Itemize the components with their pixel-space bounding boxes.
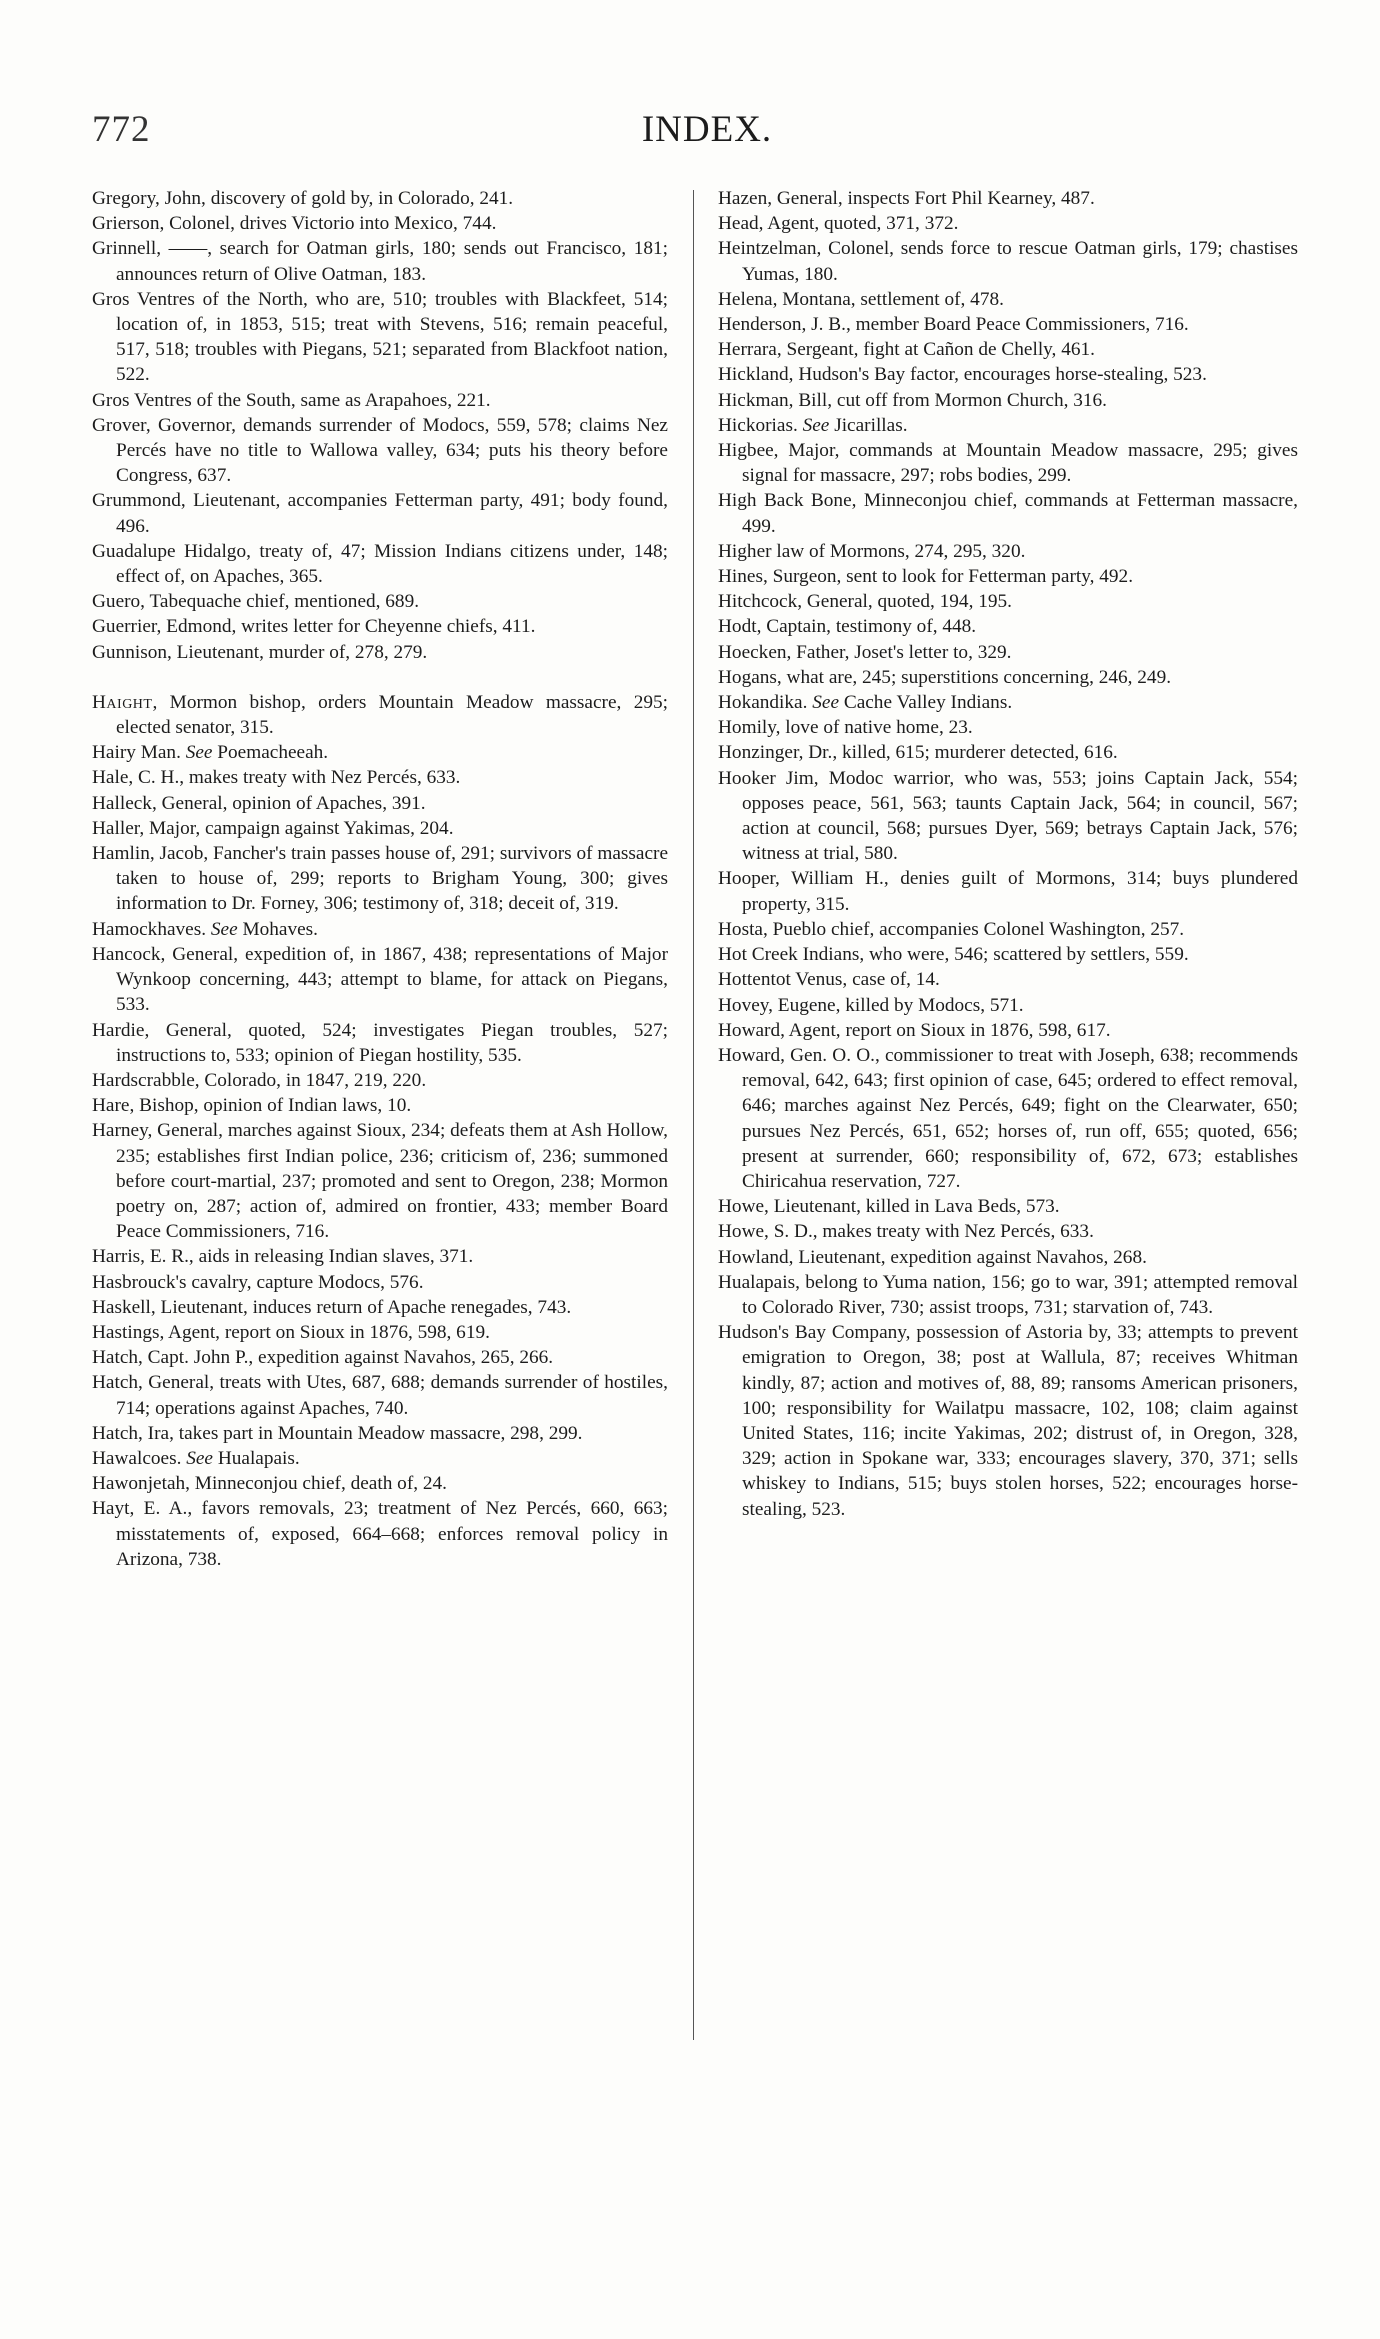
index-entry-text: Grierson, Colonel, drives Victorio into Mexico, 744. (92, 213, 497, 235)
index-entry-text: Guero, Tabequache chief, mentioned, 689. (92, 591, 420, 613)
index-entry-text: Hamlin, Jacob, Fancher's train passes house of, 291; survivors of massacre taken to house of, 299; reports to Brigham Young, 300; gives information to Dr. Forney, 306; testimony of, 318; deceit of, 319. (92, 843, 668, 915)
index-entry-text: Hodt, Captain, testimony of, 448. (718, 616, 977, 638)
index-entry-text: Hale, C. H., makes treaty with Nez Percés, 633. (92, 767, 461, 789)
index-entry-text: Heintzelman, Colonel, sends force to rescue Oatman girls, 179; chastises Yumas, 180. (718, 238, 1298, 285)
index-entry (92, 614, 668, 639)
index-entry (718, 1270, 1298, 1320)
index-entry (92, 1068, 668, 1093)
index-entry (92, 1370, 668, 1420)
index-entry-text: Homily, love of native home, 23. (718, 717, 973, 739)
index-entry (718, 1219, 1298, 1244)
index-entry (718, 362, 1298, 387)
index-entry-text: Gregory, John, discovery of gold by, in Colorado, 241. (92, 188, 514, 209)
index-entry (718, 917, 1298, 942)
index-entry-text: Hosta, Pueblo chief, accompanies Colonel Washington, 257. (718, 918, 1185, 940)
index-entry-text: Gunnison, Lieutenant, murder of, 278, 279. (92, 641, 428, 663)
index-entry (718, 665, 1298, 690)
index-entry-text: Howard, Agent, report on Sioux in 1876, 598, 617. (718, 1019, 1111, 1041)
index-entry-text: Howard, Gen. O. O., commissioner to treat with Joseph, 638; recommends removal, 642, 643; first opinion of case, 645; ordered to effect removal, 646; marches against Nez Percés, 649; fight on the Clearwater, 650; pursues Nez Percés, 651, 652; horses of, run off, 655; quoted, 656; present at surrender, 660; responsibility of, 672, 673; establishes Chiricahua reservation, 727. (718, 1044, 1298, 1192)
index-entry-see: See (185, 742, 213, 764)
index-entry (92, 1320, 668, 1345)
index-entry-text: Gros Ventres of the South, same as Arapahoes, 221. (92, 389, 491, 411)
index-entry-text: High Back Bone, Minneconjou chief, commands at Fetterman massacre, 499. (718, 490, 1298, 537)
section-gap (92, 665, 668, 690)
index-entry (718, 1043, 1298, 1194)
index-entry-text: Hare, Bishop, opinion of Indian laws, 10. (92, 1095, 412, 1117)
index-entry-text: Hawonjetah, Minneconjou chief, death of, 24. (92, 1473, 447, 1495)
index-entry-text: Howland, Lieutenant, expedition against Navahos, 268. (718, 1246, 1147, 1268)
index-entry (718, 589, 1298, 614)
index-entry (92, 942, 668, 1018)
index-entry (92, 1345, 668, 1370)
index-entry-see: See (186, 1447, 213, 1469)
page-title: INDEX. (641, 109, 773, 150)
index-entry (718, 388, 1298, 413)
index-entry-text: Hoecken, Father, Joset's letter to, 329. (718, 641, 1012, 663)
index-entry-text: Harney, General, marches against Sioux, 234; defeats them at Ash Hollow, 235; establishes first Indian police, 236; criticism of, 236; summoned before court-martial, 237; promoted and sent to Oregon, 238; Mormon poetry on, 287; action of, admired on frontier, 433; member Board Peace Commissioners, 716. (92, 1120, 668, 1243)
index-entry-crossref: Poemacheeah. (212, 742, 329, 764)
index-entry (92, 488, 668, 538)
index-entry (718, 715, 1298, 740)
index-entry-text: Haller, Major, campaign against Yakimas, 204. (92, 817, 454, 839)
index-entry-text: Hayt, E. A., favors removals, 23; treatment of Nez Percés, 660, 663; misstatements of, exposed, 664–668; enforces removal policy in Arizona, 738. (92, 1498, 668, 1570)
index-entry (718, 211, 1298, 236)
index-entry (718, 236, 1298, 286)
index-entry (718, 413, 1298, 438)
index-entry (718, 967, 1298, 992)
index-entry-text: Helena, Montana, settlement of, 478. (718, 288, 1004, 310)
index-entry-text: Hatch, General, treats with Utes, 687, 688; demands surrender of hostiles, 714; operations against Apaches, 740. (92, 1372, 668, 1419)
index-entry (92, 287, 668, 388)
index-entry-text: , Mormon bishop, orders Mountain Meadow massacre, 295; elected senator, 315. (116, 691, 668, 739)
index-entry-text: Hooper, William H., denies guilt of Mormons, 314; buys plundered property, 315. (718, 868, 1298, 915)
index-entry-text: Hogans, what are, 245; superstitions concerning, 246, 249. (718, 666, 1172, 688)
index-entry-see: See (210, 918, 238, 940)
index-entry (718, 993, 1298, 1018)
index-entry (92, 740, 668, 765)
index-entry-text: Hawalcoes. (92, 1447, 187, 1469)
index-entry-text: Hardscrabble, Colorado, in 1847, 219, 220. (92, 1069, 427, 1091)
index-entry (718, 337, 1298, 362)
index-entry-text: Hatch, Capt. John P., expedition against Navahos, 265, 266. (92, 1347, 554, 1369)
index-entry-text: Hatch, Ira, takes part in Mountain Meadow massacre, 298, 299. (92, 1422, 583, 1444)
index-entry (718, 1018, 1298, 1043)
index-entry-crossref: Mohaves. (237, 918, 318, 940)
index-entry (92, 791, 668, 816)
index-entry (92, 589, 668, 614)
index-entry (92, 765, 668, 790)
index-entry-text: Hot Creek Indians, who were, 546; scattered by settlers, 559. (718, 944, 1189, 966)
index-entry (718, 614, 1298, 639)
index-entry (92, 690, 668, 740)
index-entry (92, 1421, 668, 1446)
page-header (92, 108, 1322, 158)
column-divider (693, 190, 694, 2040)
index-entry (92, 1471, 668, 1496)
index-entry-text: Hamockhaves. (92, 918, 211, 940)
index-entry-text: Hastings, Agent, report on Sioux in 1876, 598, 619. (92, 1321, 490, 1343)
index-entry (718, 1245, 1298, 1270)
index-entry-text: Hualapais, belong to Yuma nation, 156; go to war, 391; attempted removal to Colorado River, 730; assist troops, 731; starvation of, 743. (718, 1271, 1298, 1318)
index-entry (92, 917, 668, 942)
index-entry-lead: Haight (92, 691, 153, 713)
index-entry-text: Grover, Governor, demands surrender of Modocs, 559, 578; claims Nez Percés have no title to Wallowa valley, 634; puts his theory before Congress, 637. (92, 414, 668, 487)
index-entry (92, 388, 668, 413)
index-entry-crossref: Cache Valley Indians. (839, 692, 1013, 714)
index-entry-text: Hasbrouck's cavalry, capture Modocs, 576. (92, 1271, 424, 1293)
index-entry (718, 640, 1298, 665)
index-entry-text: Grummond, Lieutenant, accompanies Fetterman party, 491; body found, 496. (92, 490, 668, 537)
index-entry (92, 816, 668, 841)
index-entry (92, 1093, 668, 1118)
index-entry-text: Hazen, General, inspects Fort Phil Kearney, 487. (718, 188, 1095, 209)
index-entry (718, 866, 1298, 916)
index-entry (718, 438, 1298, 488)
index-entry-text: Honzinger, Dr., killed, 615; murderer detected, 616. (718, 742, 1118, 764)
index-entry-text: Hovey, Eugene, killed by Modocs, 571. (718, 994, 1024, 1016)
index-entry (718, 564, 1298, 589)
page-number: 772 (92, 109, 151, 150)
index-entry (92, 413, 668, 489)
index-entry-text: Hooker Jim, Modoc warrior, who was, 553; joins Captain Jack, 554; opposes peace, 561, 563; taunts Captain Jack, 564; in council, 567; action at council, 568; pursues Dyer, 569; betrays Captain Jack, 576; witness at trial, 580. (718, 767, 1298, 865)
index-entry-text: Higbee, Major, commands at Mountain Meadow massacre, 295; gives signal for massacre, 297; robs bodies, 299. (718, 440, 1298, 487)
index-entry-text: Hancock, General, expedition of, in 1867, 438; representations of Major Wynkoop concerning, 443; attempt to blame, for attack on Piegans, 533. (92, 943, 668, 1016)
index-entry (718, 766, 1298, 867)
index-entry (92, 236, 668, 286)
index-entry (92, 211, 668, 236)
index-entry-text: Hitchcock, General, quoted, 194, 195. (718, 591, 1012, 613)
index-column-right (718, 186, 1298, 1522)
index-entry-see: See (802, 414, 830, 436)
index-entry (718, 287, 1298, 312)
index-entry (92, 186, 668, 211)
index-entry-text: Head, Agent, quoted, 371, 372. (718, 213, 959, 235)
index-entry-text: Higher law of Mormons, 274, 295, 320. (718, 540, 1026, 562)
index-entry-text: Hickorias. (718, 414, 803, 436)
index-entry (718, 1320, 1298, 1522)
index-entry-text: Gros Ventres of the North, who are, 510; troubles with Blackfeet, 514; location of, in 1853, 515; treat with Stevens, 516; remain peaceful, 517, 518; troubles with Piegans, 521; separated from Blackfoot nation, 522. (92, 288, 668, 386)
index-entry (718, 690, 1298, 715)
index-entry-text: Grinnell, ——, search for Oatman girls, 180; sends out Francisco, 181; announces return of Olive Oatman, 183. (92, 238, 668, 285)
index-entry (718, 1194, 1298, 1219)
index-entry-text: Hottentot Venus, case of, 14. (718, 969, 940, 991)
index-entry (92, 640, 668, 665)
index-column-left (92, 186, 668, 1572)
index-entry-text: Hickman, Bill, cut off from Mormon Church, 316. (718, 389, 1107, 411)
index-entry-text: Halleck, General, opinion of Apaches, 391. (92, 792, 426, 814)
index-entry (92, 1270, 668, 1295)
index-entry (92, 1496, 668, 1572)
index-entry-text: Hairy Man. (92, 742, 186, 764)
index-entry (718, 740, 1298, 765)
index-entry (92, 841, 668, 917)
index-entry (718, 488, 1298, 538)
index-entry-text: Hokandika. (718, 692, 813, 714)
index-entry-text: Howe, S. D., makes treaty with Nez Percés, 633. (718, 1221, 1094, 1243)
index-entry-crossref: Hualapais. (213, 1447, 300, 1469)
index-entry (718, 942, 1298, 967)
index-entry (92, 1018, 668, 1068)
index-entry-text: Howe, Lieutenant, killed in Lava Beds, 573. (718, 1196, 1060, 1218)
index-entry (92, 539, 668, 589)
index-entry-text: Hudson's Bay Company, possession of Astoria by, 33; attempts to prevent emigration to Oregon, 38; post at Wallula, 87; receives Whitman kindly, 87; action and motives of, 88, 89; ransoms American prisoners, 100; responsibility for Wailatpu massacre, 102, 108; claim against United States, 116; incite Yakimas, 202; distrust of, in Oregon, 328, 329; action in Spokane war, 333; encourages slavery, 370, 371; sells whiskey to Indians, 515; buys stolen horses, 522; encourages horse-stealing, 523. (718, 1322, 1298, 1520)
index-entry (92, 1295, 668, 1320)
index-entry-text: Guerrier, Edmond, writes letter for Cheyenne chiefs, 411. (92, 616, 536, 638)
index-entry (92, 1446, 668, 1471)
index-entry-text: Hines, Surgeon, sent to look for Fetterman party, 492. (718, 566, 1134, 588)
index-entry-see: See (812, 692, 840, 714)
index-entry-text: Hickland, Hudson's Bay factor, encourages horse-stealing, 523. (718, 364, 1207, 386)
index-entry-text: Henderson, J. B., member Board Peace Commissioners, 716. (718, 314, 1189, 336)
index-entry (92, 1118, 668, 1244)
index-entry-text: Guadalupe Hidalgo, treaty of, 47; Mission Indians citizens under, 148; effect of, on Apaches, 365. (92, 540, 668, 588)
index-entry-text: Hardie, General, quoted, 524; investigates Piegan troubles, 527; instructions to, 533; opinion of Piegan hostility, 535. (92, 1019, 668, 1066)
index-entry (718, 539, 1298, 564)
index-entry-text: Haskell, Lieutenant, induces return of Apache renegades, 743. (92, 1296, 572, 1318)
index-entry (718, 312, 1298, 337)
index-entry (718, 186, 1298, 211)
index-entry-crossref: Jicarillas. (829, 414, 908, 436)
index-entry-text: Herrara, Sergeant, fight at Cañon de Chelly, 461. (718, 339, 1095, 361)
index-entry-text: Harris, E. R., aids in releasing Indian slaves, 371. (92, 1246, 474, 1268)
index-entry (92, 1244, 668, 1269)
